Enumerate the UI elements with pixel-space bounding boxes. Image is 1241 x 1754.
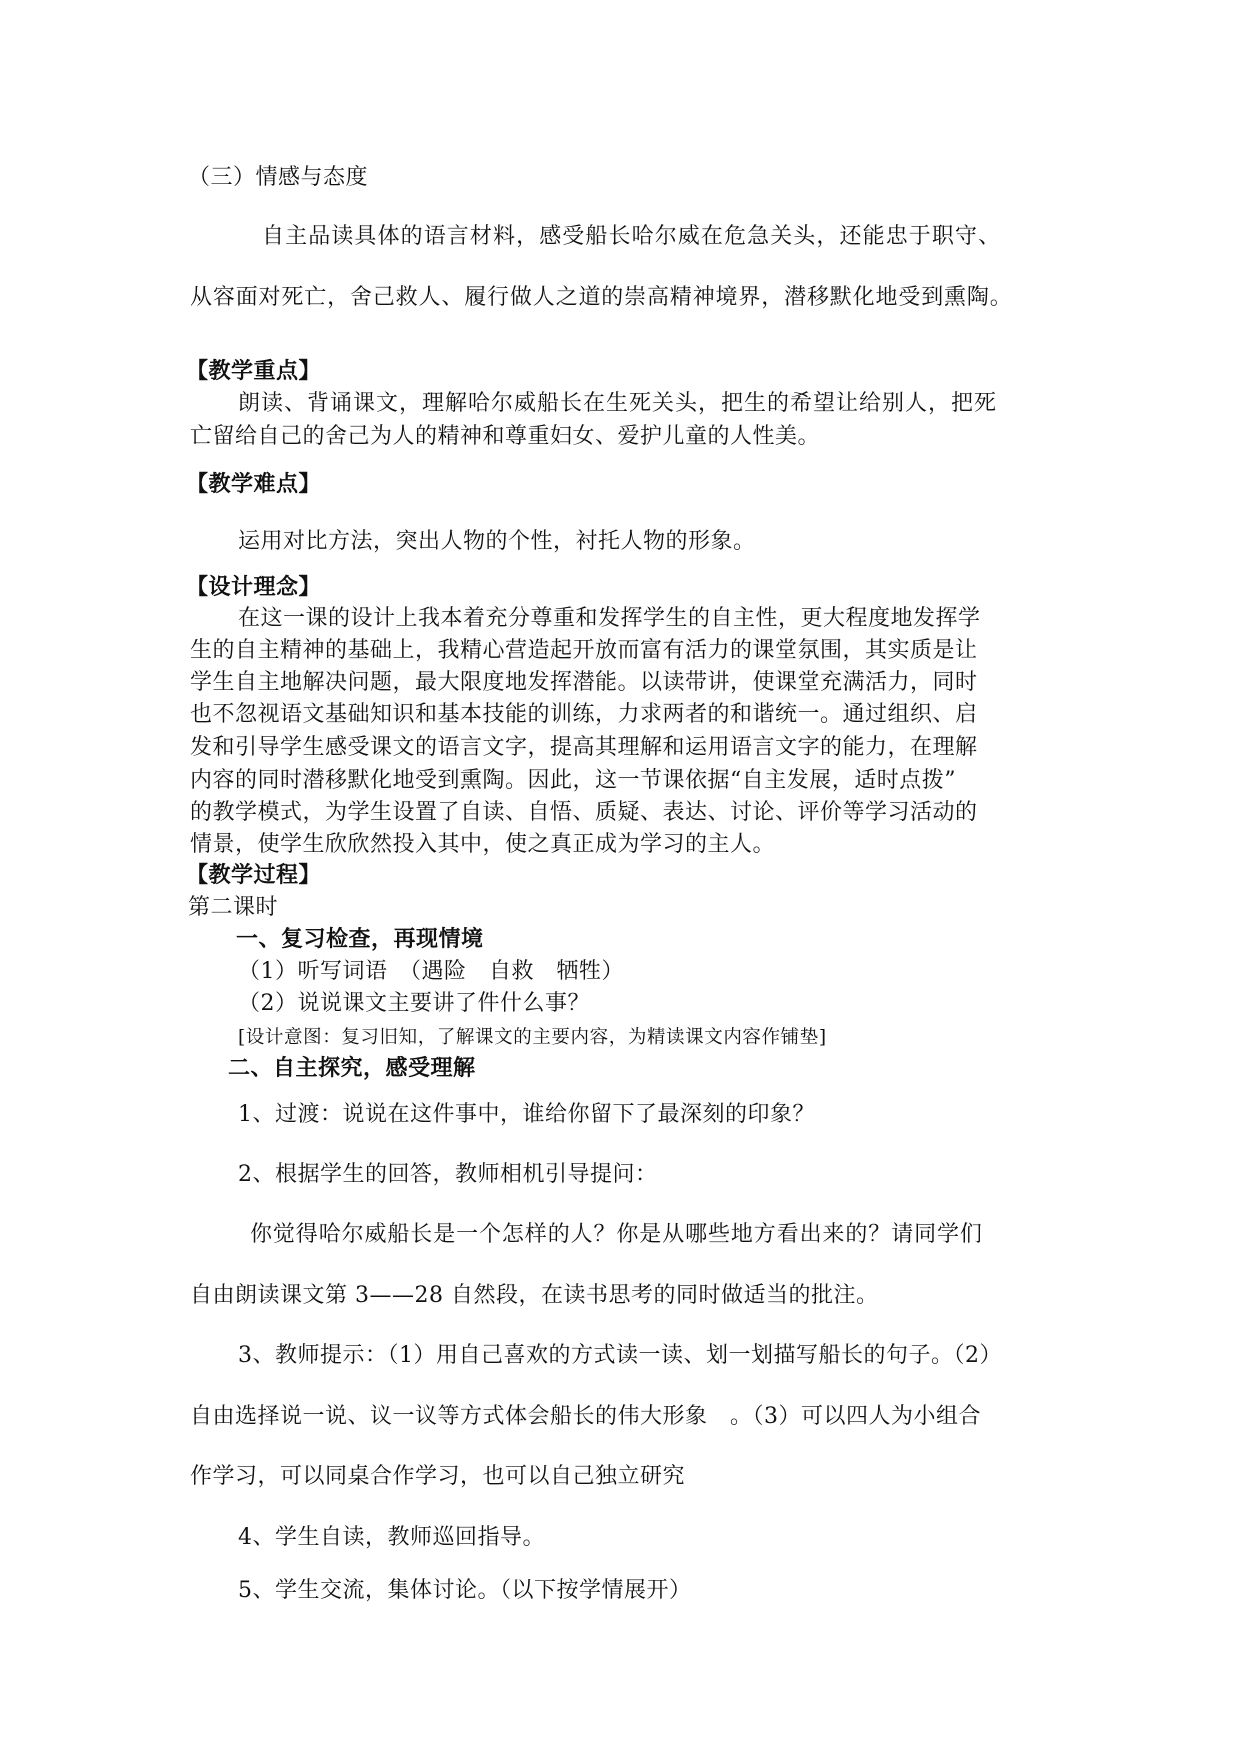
paragraph-line: 在这一课的设计上我本着充分尊重和发挥学生的自主性，更大程度地发挥学 (238, 606, 981, 631)
section-heading-emotion: （三）情感与态度 (188, 165, 369, 190)
lesson-label: 第二课时 (188, 895, 279, 920)
paragraph-line: 朗读、背诵课文，理解哈尔威船长在生死关头，把生的希望让给别人，把死 (238, 391, 998, 416)
heading-difficult-points: 【教学难点】 (186, 472, 322, 497)
paragraph-line: 自由选择说一说、议一议等方式体会船长的伟大形象 。（3）可以四人为小组合 (190, 1404, 981, 1429)
heading-key-points: 【教学重点】 (186, 359, 322, 384)
step-one-title: 一、复习检查，再现情境 (236, 927, 484, 952)
paragraph-line: 学生自主地解决问题，最大限度地发挥潜能。以读带讲，使课堂充满活力，同时 (190, 670, 978, 695)
paragraph-line: 你觉得哈尔威船长是一个怎样的人？你是从哪些地方看出来的？请同学们 (250, 1222, 983, 1247)
paragraph-line: 也不忽视语文基础知识和基本技能的训练，力求两者的和谐统一。通过组织、启 (190, 702, 978, 727)
paragraph-line: 自主品读具体的语言材料，感受船长哈尔威在危急关头，还能忠于职守、 (262, 224, 1002, 249)
list-item: 4、学生自读，教师巡回指导。 (238, 1525, 545, 1550)
paragraph-line: 亡留给自己的舍己为人的精神和尊重妇女、爱护儿童的人性美。 (190, 424, 821, 449)
paragraph-line: 运用对比方法，突出人物的个性，衬托人物的形象。 (238, 529, 756, 554)
list-item: （1）听写词语 （遇险 自救 牺牲） (238, 959, 624, 984)
paragraph-line: 情景，使学生欣欣然投入其中，使之真正成为学习的主人。 (190, 832, 776, 857)
paragraph-line: 自由朗读课文第 3——28 自然段，在读书思考的同时做适当的批注。 (190, 1283, 879, 1308)
step-two-title: 二、自主探究，感受理解 (228, 1056, 476, 1081)
list-item: （2）说说课文主要讲了件什么事？ (238, 991, 590, 1016)
paragraph-line: 的教学模式，为学生设置了自读、自悟、质疑、表达、讨论、评价等学习活动的 (190, 800, 978, 825)
paragraph-line: 内容的同时潜移默化地受到熏陶。因此，这一节课依据“自主发展，适时点拨” (190, 768, 956, 793)
list-item: 5、学生交流，集体讨论。（以下按学情展开） (238, 1578, 692, 1603)
list-item: 1、过渡：说说在这件事中，谁给你留下了最深刻的印象？ (238, 1102, 815, 1127)
heading-teaching-process: 【教学过程】 (186, 863, 322, 888)
paragraph-line: 发和引导学生感受课文的语言文字，提高其理解和运用语言文字的能力，在理解 (190, 735, 978, 760)
paragraph-line: 从容面对死亡，舍己救人、履行做人之道的崇高精神境界，潜移默化地受到熏陶。 (190, 285, 1013, 310)
paragraph-line: 作学习，可以同桌合作学习，也可以自己独立研究 (190, 1464, 686, 1489)
design-intent-note: [设计意图：复习旧知，了解课文的主要内容，为精读课文内容作铺垫] (238, 1027, 827, 1048)
paragraph-line: 生的自主精神的基础上，我精心营造起开放而富有活力的课堂氛围，其实质是让 (190, 638, 978, 663)
heading-design-concept: 【设计理念】 (186, 575, 322, 600)
list-item: 2、根据学生的回答，教师相机引导提问： (238, 1162, 658, 1187)
paragraph-line: 3、教师提示：（1）用自己喜欢的方式读一读、划一划描写船长的句子。（2） (238, 1343, 1002, 1368)
